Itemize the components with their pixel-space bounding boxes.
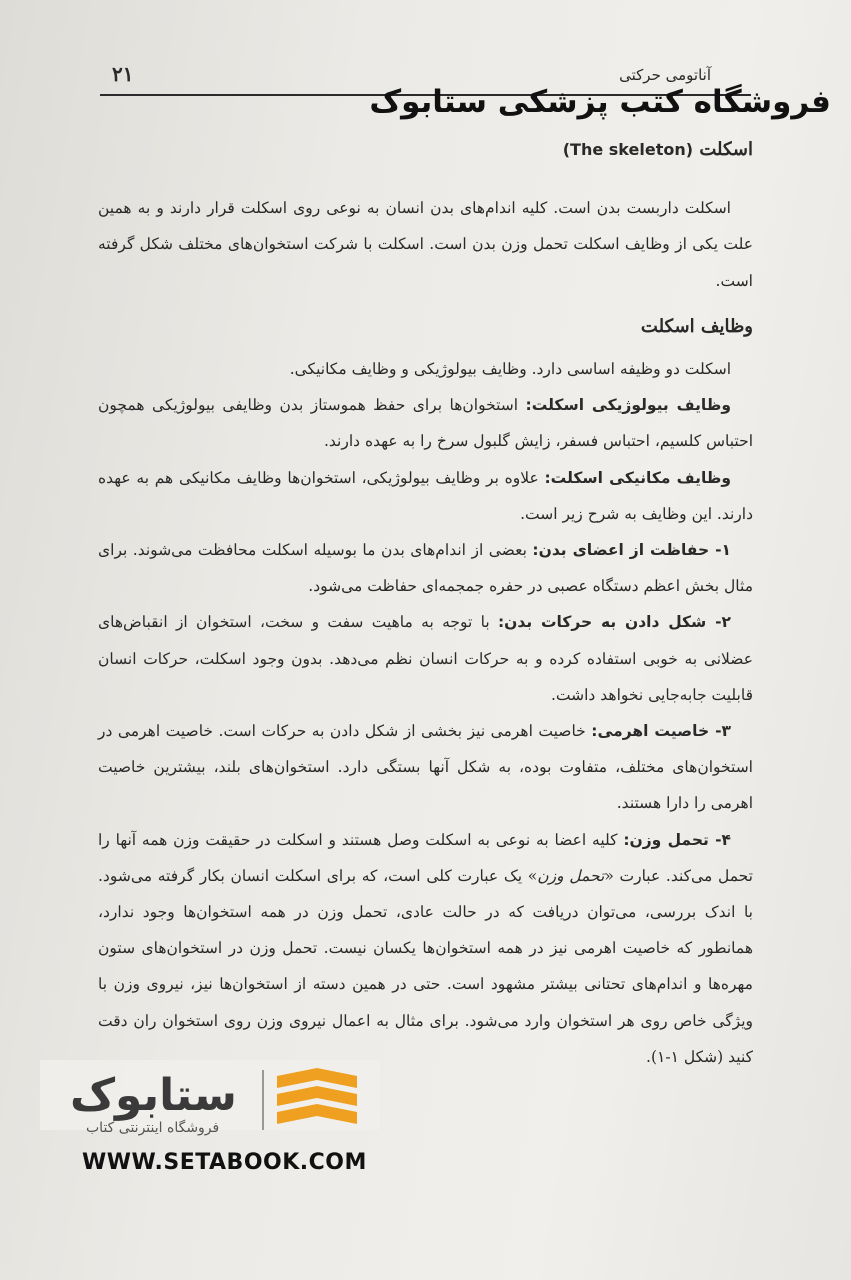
section-title-en: (The skeleton) (562, 140, 694, 159)
list-item-label: ۳- خاصیت اهرمی: (591, 722, 731, 741)
list-item-italic: تحمل وزن (537, 866, 605, 885)
list-item-text: بعضی از اندام‌های بدن ما بوسیله اسکلت محافظت می‌شوند. برای مثال بخش اعظم دستگاه عصبی در حفره جمجمه‌ای حفاظت می‌شود. (98, 541, 753, 596)
mech-functions-text: علاوه بر وظایف بیولوژیکی، استخوان‌ها وظایف مکانیکی هم به عهده دارند. این وظایف به شرح زیر است. (98, 468, 753, 523)
section-title (98, 132, 753, 168)
list-item-text: کلیه اعضا به نوعی به اسکلت وصل هستند و اسکلت در حقیقت وزن همه آنها را تحمل می‌کند. عبارت « (98, 830, 753, 885)
list-item-label: ۱- حفاظت از اعضای بدن: (532, 541, 731, 560)
bio-functions-label: وظایف بیولوژیکی اسکلت: (525, 396, 731, 415)
page-number: ۲۱ (112, 62, 134, 86)
functions-intro: اسکلت دو وظیفه اساسی دارد. وظایف بیولوژیکی و وظایف مکانیکی. (289, 360, 731, 379)
watermark-subtitle: فروشگاه اینترنتی کتاب (86, 1120, 220, 1136)
book-stack-icon (272, 1066, 362, 1136)
list-item-label: ۴- تحمل وزن: (623, 830, 731, 849)
list-item-protection (98, 532, 753, 604)
shop-banner: فروشگاه کتب پزشکی ستابوک (369, 84, 831, 120)
bio-functions-text: استخوان‌ها برای حفظ هموستاز بدن وظایفی بیولوژیکی همچون احتباس کلسیم، احتباس فسفر، زایش گلبول سرخ را به عهده دارند. (98, 396, 753, 451)
watermark-divider (262, 1070, 264, 1130)
list-item-leverage (98, 713, 753, 822)
list-item-text: خاصیت اهرمی نیز بخشی از شکل دادن به حرکات است. خاصیت اهرمی در استخوان‌های مختلف، متفاوت بوده، به شکل آنها بستگی دارد. استخوان‌های بلند، بیشترین خاصیت اهرمی را دارا هستند. (98, 722, 753, 813)
list-item-label: ۲- شکل دادن به حرکات بدن: (497, 613, 731, 632)
section-title-fa: اسکلت (699, 139, 753, 160)
functions-title: وظایف اسکلت (640, 315, 753, 337)
list-item-text-continued: » یک عبارت کلی است، که برای اسکلت انسان بکار گرفته می‌شود. با اندک بررسی، می‌توان دریافت که در حالت عادی، تحمل وزن در همه استخوان‌ها وجود ندارد، همانطور که خاصیت اهرمی نیز در همه استخوان‌ها یکسان نیست. تحمل وزن در استخوان‌های ستون مهره‌ها و اندام‌های تحتانی بیشتر مشهود است. حتی در همین دسته از استخوان‌ها نیز، نیروی وزن با ویژگی خاص روی هر استخوان وارد می‌شود. برای مثال به اعمال نیروی وزن روی استخوان ران دقت کنید (شکل ۱-۱). (98, 866, 753, 1066)
watermark-url: WWW.SETABOOK.COM (82, 1150, 367, 1175)
bio-functions-paragraph (98, 387, 753, 459)
running-head: آناتومی حرکتی (619, 66, 711, 84)
list-item-movement (98, 604, 753, 713)
mech-functions-paragraph (98, 460, 753, 532)
watermark-logo-text: ستابوک (70, 1070, 237, 1121)
mech-functions-label: وظایف مکانیکی اسکلت: (544, 468, 731, 487)
section-intro: اسکلت داربست بدن است. کلیه اندام‌های بدن انسان به نوعی روی اسکلت قرار دارند و به همین علت یکی از وظایف اسکلت تحمل وزن بدن است. اسکلت با شرکت استخوان‌های مختلف شکل گرفته است. (98, 199, 753, 290)
list-item-weight-bearing (98, 822, 753, 1075)
page-body (98, 132, 753, 1075)
list-item-text: با توجه به ماهیت سفت و سخت، استخوان از انقباض‌های عضلانی به خوبی استفاده کرده و به حرکات انسان نظم می‌دهد. بدون وجود اسکلت، حرکات انسان قابلیت جابه‌جایی نخواهد داشت. (98, 613, 753, 704)
